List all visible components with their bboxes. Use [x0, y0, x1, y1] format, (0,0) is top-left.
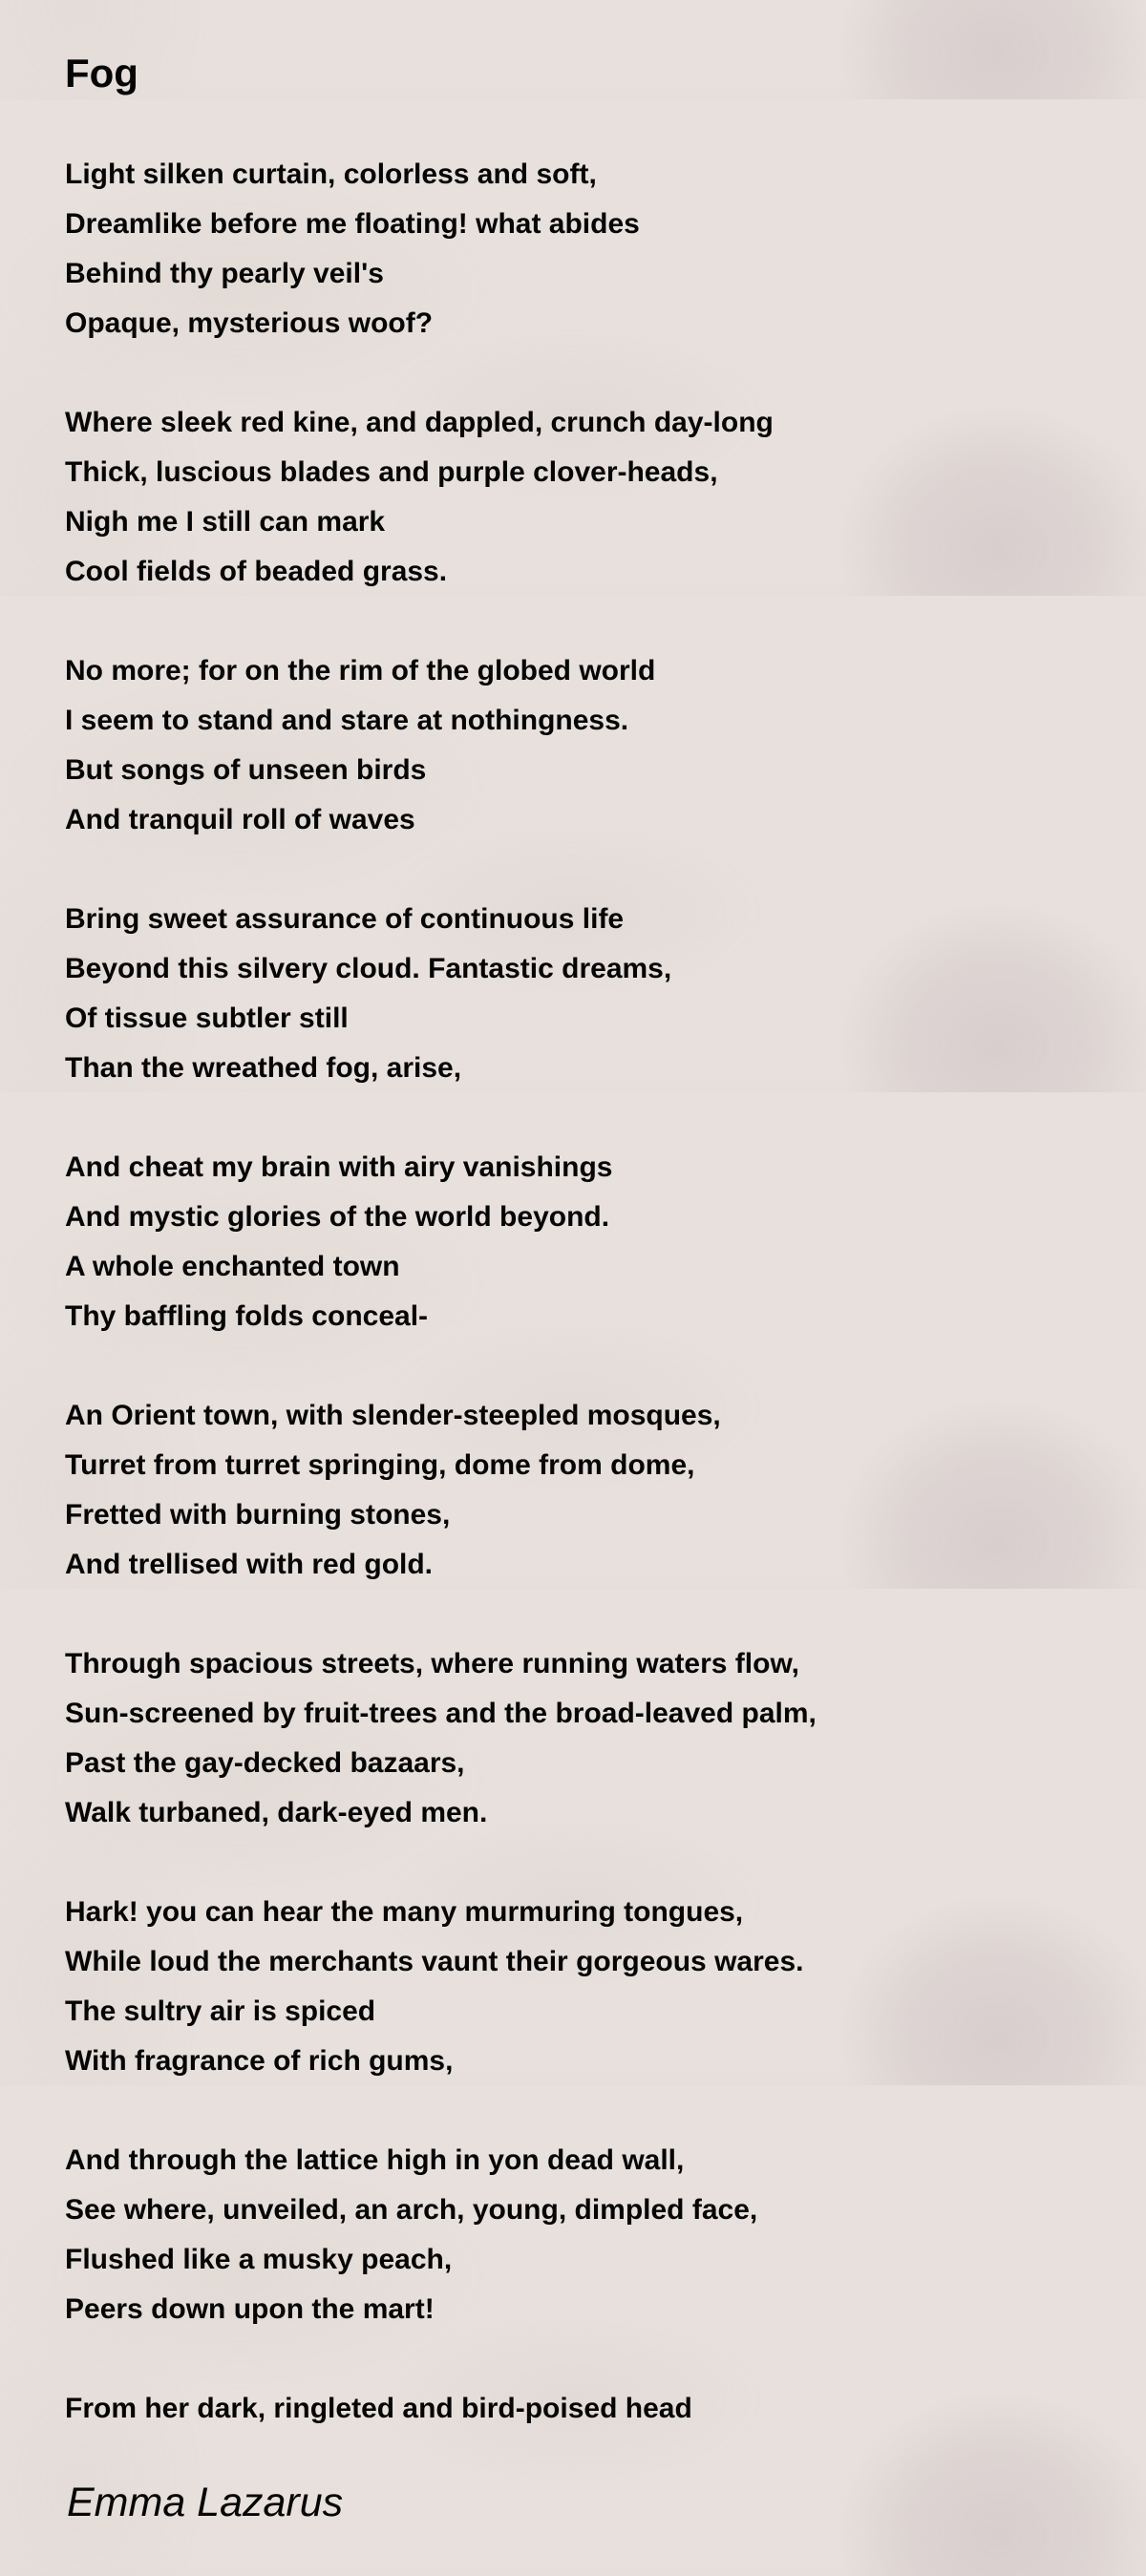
poem-line: Hark! you can hear the many murmuring tongues,: [65, 1896, 744, 1928]
poem-line: The sultry air is spiced: [65, 1995, 376, 2027]
stanza: [65, 1143, 817, 1341]
poem-line: Thick, luscious blades and purple clover-heads,: [65, 456, 718, 488]
stanza: [65, 646, 817, 845]
poem-author: Emma Lazarus: [67, 2480, 344, 2525]
poem-line: Past the gay-decked bazaars,: [65, 1747, 465, 1779]
stanza: [65, 2136, 817, 2334]
poem-line: Cool fields of beaded grass.: [65, 556, 448, 587]
stanza: [65, 1391, 817, 1590]
stanza: [65, 895, 817, 1093]
poem-line: And cheat my brain with airy vanishings: [65, 1151, 613, 1183]
poem-line: Fretted with burning stones,: [65, 1499, 451, 1531]
poem-line: And through the lattice high in yon dead wall,: [65, 2144, 685, 2176]
poem-line: Sun-screened by fruit-trees and the broad-leaved palm,: [65, 1698, 817, 1729]
poem-line: A whole enchanted town: [65, 1251, 400, 1282]
poem-line: And tranquil roll of waves: [65, 804, 415, 835]
poem-line: Turret from turret springing, dome from dome,: [65, 1449, 695, 1481]
stanza: [65, 1639, 817, 1838]
poem-line: Opaque, mysterious woof?: [65, 307, 434, 339]
poem-line: Through spacious streets, where running waters flow,: [65, 1648, 800, 1679]
poem-line: Bring sweet assurance of continuous life: [65, 903, 625, 935]
poem-body: [65, 150, 817, 2483]
poem-line: And trellised with red gold.: [65, 1549, 434, 1580]
poem-line: Beyond this silvery cloud. Fantastic dreams,: [65, 953, 672, 984]
stanza: [65, 150, 817, 348]
poem-line: Behind thy pearly veil's: [65, 258, 384, 289]
poem-line: An Orient town, with slender-steepled mosques,: [65, 1400, 721, 1431]
poem-line: Nigh me I still can mark: [65, 506, 386, 538]
poem-line: See where, unveiled, an arch, young, dimpled face,: [65, 2194, 758, 2226]
poem-line: Light silken curtain, colorless and soft,: [65, 158, 597, 190]
poem-line: While loud the merchants vaunt their gorgeous wares.: [65, 1946, 804, 1977]
poem-line: Than the wreathed fog, arise,: [65, 1052, 462, 1084]
stanza: [65, 398, 817, 597]
poem-line: Of tissue subtler still: [65, 1003, 349, 1034]
poem-line: Dreamlike before me floating! what abides: [65, 208, 640, 240]
poem-line: I seem to stand and stare at nothingness.: [65, 705, 629, 736]
poem-line: But songs of unseen birds: [65, 754, 427, 786]
stanza: [65, 2384, 817, 2434]
poem-title: Fog: [65, 51, 138, 95]
poem-line: Flushed like a musky peach,: [65, 2244, 453, 2275]
poem-line: And mystic glories of the world beyond.: [65, 1201, 610, 1233]
poem-line: With fragrance of rich gums,: [65, 2045, 454, 2077]
poem-line: From her dark, ringleted and bird-poised head: [65, 2393, 692, 2424]
stanza: [65, 1888, 817, 2086]
poem-line: Where sleek red kine, and dappled, crunch day-long: [65, 407, 774, 438]
poem-line: Thy baffling folds conceal-: [65, 1300, 429, 1332]
poem-line: Peers down upon the mart!: [65, 2293, 435, 2325]
poem-line: Walk turbaned, dark-eyed men.: [65, 1797, 488, 1828]
poem-line: No more; for on the rim of the globed world: [65, 655, 656, 686]
